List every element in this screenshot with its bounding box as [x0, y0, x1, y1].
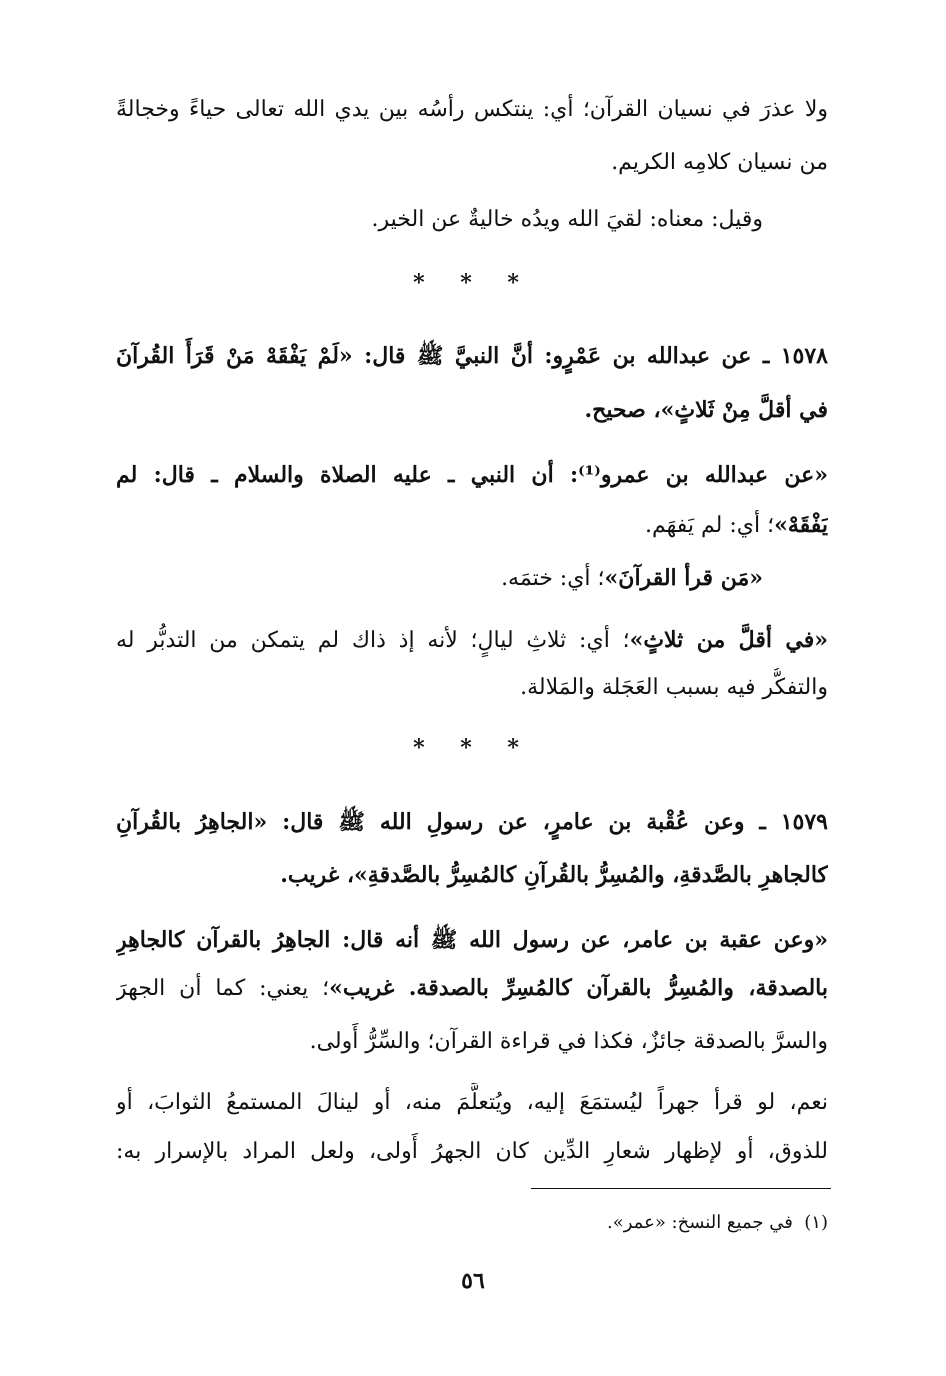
section-separator: * * * — [413, 270, 533, 296]
footnote-rule — [531, 1188, 831, 1189]
quoted-term: بالصدقة، والمُسِرُّ بالقرآن كالمُسِرِّ بالصدقة. غريب» — [329, 975, 828, 1001]
explanation-text: ؛ أي: ختمَه. — [501, 566, 605, 591]
footnote-marker: (١) — [804, 1212, 828, 1233]
commentary-line — [116, 620, 828, 660]
quoted-term: يَفْقَهْ» — [774, 512, 828, 538]
explanation-text: ؛ يعني: كما أن الجهرَ — [116, 976, 330, 1001]
page-number: ٥٦ — [461, 1268, 485, 1294]
commentary-line — [116, 968, 828, 1008]
hadith-line: ١٥٧٩ ـ وعن عُقْبة بن عامرٍ، عن رسولِ الله ﷺ قال: «الجاهِرُ بالقُرآنِ — [116, 809, 828, 835]
text-line: من نسيان كلامِه الكريم. — [611, 150, 828, 175]
commentary-line: والسرَّ بالصدقة جائزٌ، فكذا في قراءة القرآن؛ والسِّرُّ أَولى. — [309, 1029, 828, 1054]
commentary-line: للذوق، أو لإظهار شعارِ الدِّين كان الجهرُ أَولى، ولعل المراد بالإسرار به: — [116, 1139, 828, 1164]
hadith-line: ١٥٧٨ ـ عن عبدالله بن عَمْرٍو: أنَّ النبيَّ ﷺ قال: «لَمْ يَفْقَهْ مَنْ قَرَأَ القُرآنَ — [116, 343, 828, 369]
explanation-text: ؛ أي: لم يَفهَم. — [644, 513, 775, 538]
footnote-text: في جميع النسخ: «عمر». — [607, 1212, 793, 1233]
commentary-line: نعم، لو قرأ جهراً ليُستمَعَ إليه، ويُتعلَّمَ منه، أو لينالَ المستمعُ الثوابَ، أو — [116, 1090, 828, 1115]
quoted-term: «مَن قرأ القرآنَ» — [604, 565, 763, 591]
commentary-line: «وعن عقبة بن عامر، عن رسول الله ﷺ أنه قال: الجاهِرُ بالقرآن كالجاهِرِ — [116, 927, 828, 953]
commentary-line: والتفكُّر فيه بسبب العَجَلة والمَلالة. — [520, 675, 828, 700]
text-line: ولا عذرَ في نسيان القرآن؛ أي: ينتكس رأسُه بين يدي الله تعالى حياءً وخجالةً — [116, 97, 828, 122]
hadith-line: كالجاهرِ بالصَّدقةِ، والمُسِرُّ بالقُرآنِ كالمُسِرُّ بالصَّدقةِ»، غريب. — [280, 862, 828, 888]
commentary-line: «عن عبدالله بن عمرو⁽¹⁾: أن النبي ـ عليه الصلاة والسلام ـ قال: لم — [116, 462, 828, 488]
quoted-term: «في أقلَّ من ثلاثٍ» — [629, 627, 828, 653]
footnote — [607, 1208, 828, 1238]
section-separator: * * * — [413, 735, 533, 761]
text-line: وقيل: معناه: لقيَ الله ويدُه خاليةٌ عن الخير. — [371, 207, 763, 232]
commentary-line — [163, 558, 763, 598]
commentary-line — [116, 505, 828, 545]
explanation-text: ؛ أي: ثلاثِ ليالٍ؛ لأنه إذ ذاك لم يتمكن من التدبُّر له — [116, 628, 630, 653]
hadith-line: في أقلَّ مِنْ ثَلاثٍ»، صحيح. — [584, 397, 828, 423]
